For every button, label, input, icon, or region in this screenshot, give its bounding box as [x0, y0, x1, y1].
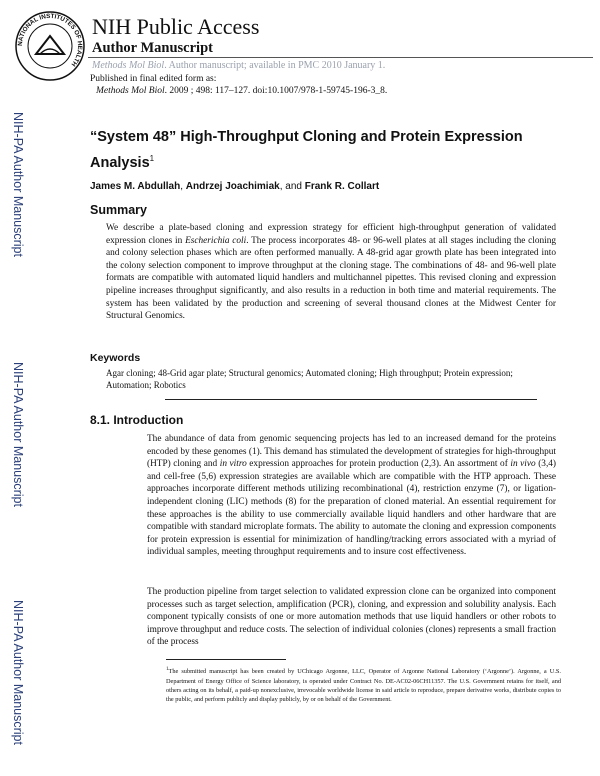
intro-p1-part-c: expression approaches for protein production (2,3). An assortment of [246, 459, 511, 470]
summary-text [106, 222, 556, 323]
footnote-mark: 1 [166, 667, 169, 672]
keywords-text: Agar cloning; 48-Grid agar plate; Structural genomics; Automated cloning; High throughput; Protein expression; Automation; Robotics [106, 368, 513, 390]
footnote-divider [166, 659, 286, 660]
footnote [166, 665, 561, 705]
intro-p1-part-e: (3,4) and cell-free (5,6) expression strategies are available which are compatible with the HTP approach. These approaches incorporate different methods utilizing recombinational (4), restriction enzyme (7), or ligation-independent cloning (LIC) methods (8) for the preparation of cloned material. An essential requirement for these approaches is the ability to use commercially available liquid handlers and other hardware that are compatible with standard microplate formats. The ability to automate the cloning and expression components for protein expression is essential for minimization of handling/tracking errors associated with a myriad of individual samples, meeting throughput requirements and to insure cost effectiveness. [147, 459, 557, 558]
intro-paragraph-2: The production pipeline from target selection to validated expression clone can be organized into component processes such as target selection, amplification (PCR), cloning, and expression and solubility analysis. Each component typically consists of one or more automation methods that use liquid handlers or other robots to improve throughput and reduce costs. The selection of individual colonies (clones) represents a small fraction of the process [147, 587, 556, 648]
article-title [90, 126, 550, 174]
author-3: Frank R. Collart [304, 181, 380, 192]
header-journal: Methods Mol Biol [92, 60, 165, 71]
side-label-3: NIH-PA Author Manuscript [11, 599, 25, 745]
header-availability [92, 60, 385, 71]
citation [96, 86, 387, 96]
header-divider [88, 57, 593, 58]
keywords-heading: Keywords [90, 352, 141, 364]
summary-part-2: . The process incorporates 48- or 96-well plates at all stages including the cloning and colony selection phases which are often performed manually. A 48-grid agar growth plate has been integrated into the colony selection component to improve throughput at the cloning stage. The combinations of 48- and 96-well plate formats are compatible with automated liquid handlers and multichannel pipettes. This revised cloning and expression pipeline increases throughput significantly, and also results in a reduction in both time and material requirements. The system has been validated by the production and screening of several thousand clones at the Midwest Center for Structural Genomics. [106, 235, 557, 322]
author-1: James M. Abdullah [90, 181, 181, 192]
section-divider [165, 399, 537, 400]
intro-paragraph-1 [147, 433, 556, 559]
summary-heading: Summary [90, 203, 147, 217]
nih-logo [14, 10, 86, 82]
author-separator-2: , and [279, 181, 305, 192]
summary-species: Escherichia coli [185, 235, 247, 246]
side-labels [6, 84, 30, 774]
logo-ring-text: NATIONAL INSTITUTES OF HEALTH [16, 12, 84, 68]
header-title: NIH Public Access [92, 14, 260, 39]
author-separator-1: , [180, 181, 186, 192]
published-in-label: Published in final edited form as: [90, 74, 217, 84]
citation-text: . 2009 ; 498: 117–127. doi:10.1007/978-1-59745-196-3_8. [164, 86, 388, 96]
side-label-1: NIH-PA Author Manuscript [11, 111, 25, 257]
intro-p1-part-a: The abundance of data from genomic sequencing projects has led to an increased demand for the proteins encoded by these genomes (1). This demand has stimulated the development of strategies for high-throughput (HTP) cloning and [147, 434, 556, 470]
summary-part-1: We describe a plate-based cloning and expression strategy for efficient high-throughput generation of validated expression clones in [106, 223, 556, 246]
author-2: Andrzej Joachimiak [185, 181, 280, 192]
intro-p1-invivo: in vivo [510, 459, 536, 470]
article-title-text: “System 48” High-Throughput Cloning and Protein Expression Analysis [90, 129, 523, 171]
authors [90, 181, 379, 192]
footnote-text: The submitted manuscript has been created by UChicago Argonne, LLC, Operator of Argonne National Laboratory (‘Argonne’). Argonne, a U.S. Department of Energy Office of Science laboratory, is operated under Contract No. DE-AC02-06CH11357. The U.S. Government retains for itself, and others acting on its behalf, a paid-up nonexclusive, irrevocable worldwide license in said article to reproduce, prepare derivative works, distribute copies to the public, and perform publicly and display publicly, by or on behalf of the Government. [166, 668, 561, 704]
header-subtitle: Author Manuscript [92, 40, 213, 56]
header-availability-text: . Author manuscript; available in PMC 2010 January 1. [164, 60, 386, 71]
introduction-heading: 8.1. Introduction [90, 413, 184, 427]
citation-journal: Methods Mol Biol [96, 86, 165, 96]
side-label-2: NIH-PA Author Manuscript [11, 361, 25, 507]
intro-p1-invitro: in vitro [219, 459, 247, 470]
title-footnote-mark[interactable]: 1 [149, 154, 155, 163]
